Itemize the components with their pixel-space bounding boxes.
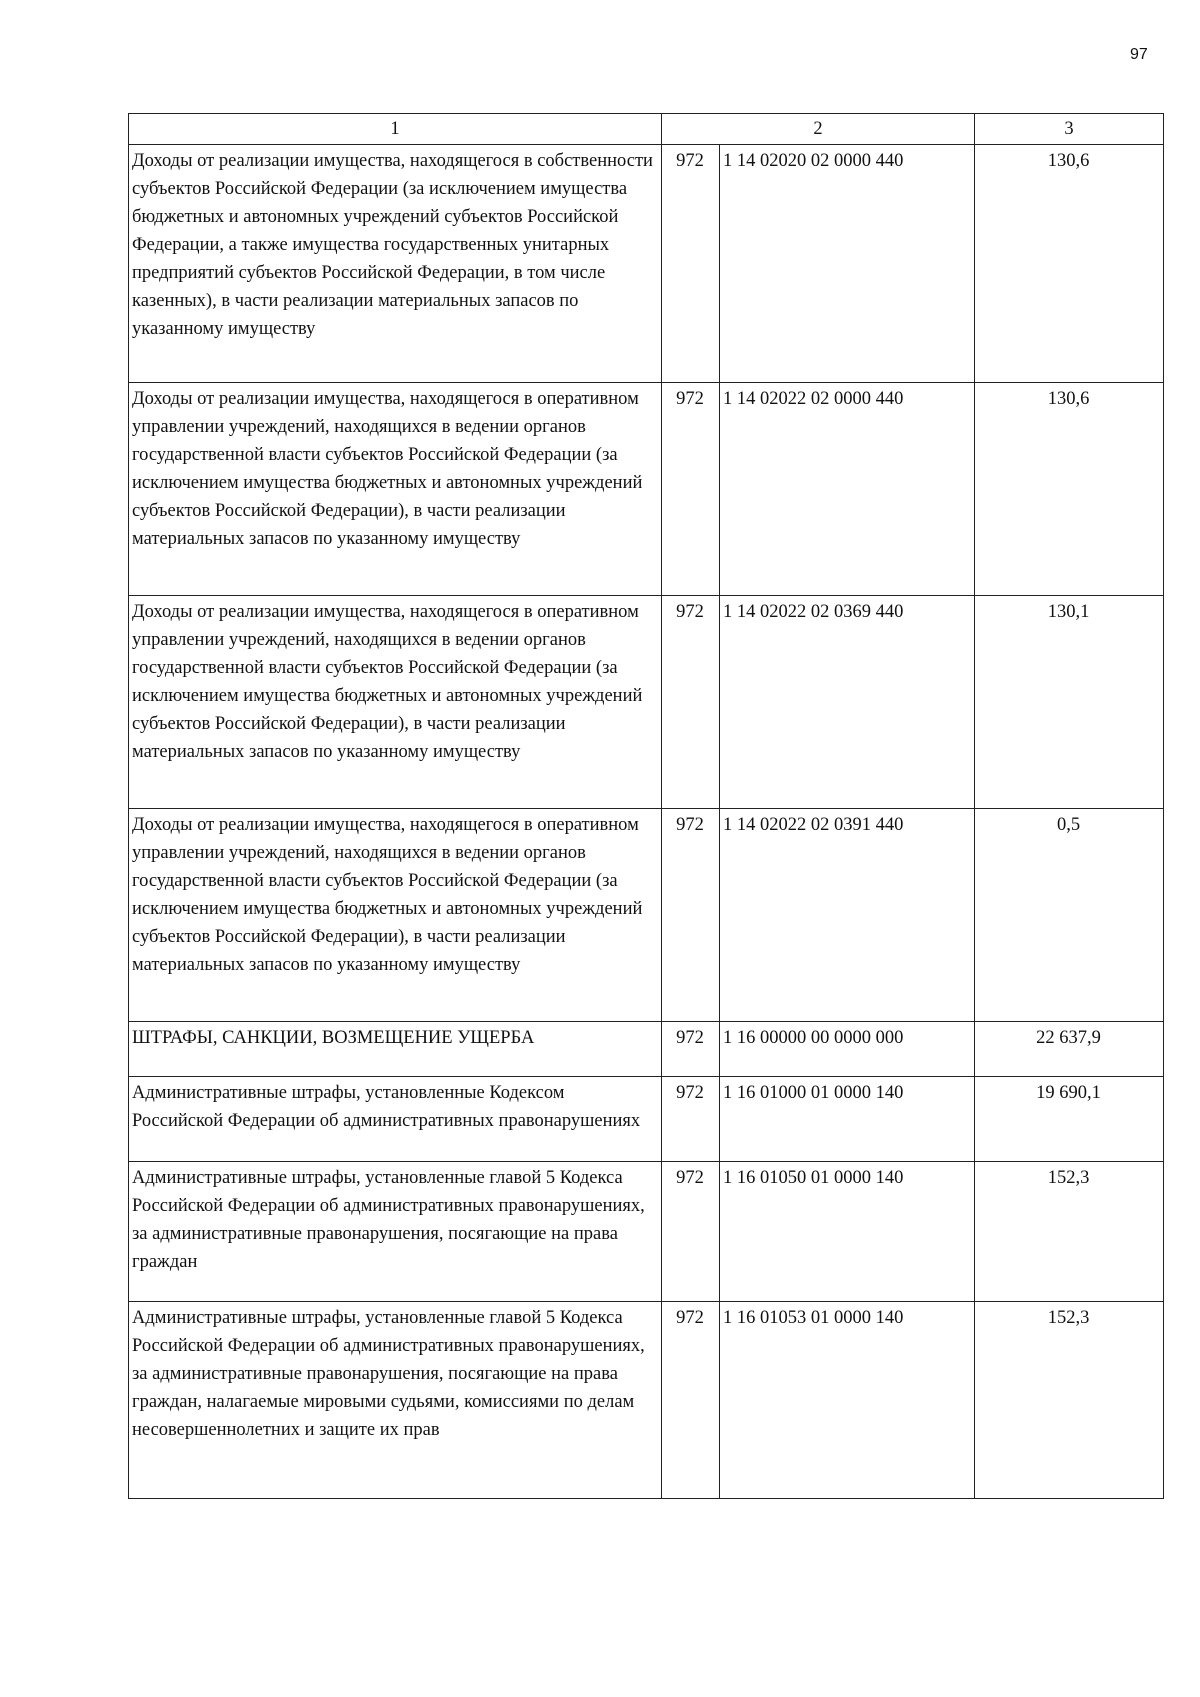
row-amount: 19 690,1 [975, 1077, 1164, 1162]
row-admin-code: 972 [662, 1302, 720, 1499]
row-amount: 152,3 [975, 1302, 1164, 1499]
table-row [129, 1077, 1164, 1162]
column-header-1: 1 [129, 114, 662, 145]
row-budget-code: 1 16 01050 01 0000 140 [720, 1162, 975, 1302]
row-admin-code: 972 [662, 596, 720, 809]
row-budget-code: 1 14 02022 02 0000 440 [720, 383, 975, 596]
row-amount: 22 637,9 [975, 1022, 1164, 1077]
table-row [129, 596, 1164, 809]
row-budget-code: 1 16 00000 00 0000 000 [720, 1022, 975, 1077]
row-description: ШТРАФЫ, САНКЦИИ, ВОЗМЕЩЕНИЕ УЩЕРБА [129, 1022, 662, 1077]
row-budget-code: 1 16 01000 01 0000 140 [720, 1077, 975, 1162]
table-row [129, 145, 1164, 383]
row-amount: 152,3 [975, 1162, 1164, 1302]
row-description: Административные штрафы, установленные главой 5 Кодекса Российской Федерации об административных правонарушениях, за административные правонарушения, посягающие на права граждан [129, 1162, 662, 1302]
row-description: Доходы от реализации имущества, находящегося в оперативном управлении учреждений, находящихся в ведении органов государственной власти субъектов Российской Федерации (за исключением имущества бюджетных и автономных учреждений субъектов Российской Федерации), в части реализации материальных запасов по указанному имуществу [129, 596, 662, 809]
row-amount: 130,1 [975, 596, 1164, 809]
row-budget-code: 1 16 01053 01 0000 140 [720, 1302, 975, 1499]
row-description: Административные штрафы, установленные главой 5 Кодекса Российской Федерации об административных правонарушениях, за административные правонарушения, посягающие на права граждан, налагаемые мировыми судьями, комиссиями по делам несовершеннолетних и защите их прав [129, 1302, 662, 1499]
row-amount: 130,6 [975, 145, 1164, 383]
table-row [129, 1022, 1164, 1077]
row-admin-code: 972 [662, 1022, 720, 1077]
table-header-row [129, 114, 1164, 145]
row-admin-code: 972 [662, 1162, 720, 1302]
row-admin-code: 972 [662, 809, 720, 1022]
revenue-table [128, 113, 1164, 1499]
page-number: 97 [1130, 46, 1148, 63]
row-admin-code: 972 [662, 145, 720, 383]
row-budget-code: 1 14 02020 02 0000 440 [720, 145, 975, 383]
row-description: Доходы от реализации имущества, находящегося в оперативном управлении учреждений, находящихся в ведении органов государственной власти субъектов Российской Федерации (за исключением имущества бюджетных и автономных учреждений субъектов Российской Федерации), в части реализации материальных запасов по указанному имуществу [129, 809, 662, 1022]
row-description: Административные штрафы, установленные Кодексом Российской Федерации об административных правонарушениях [129, 1077, 662, 1162]
row-admin-code: 972 [662, 1077, 720, 1162]
table-row [129, 1302, 1164, 1499]
column-header-2: 2 [662, 114, 975, 145]
row-amount: 0,5 [975, 809, 1164, 1022]
row-admin-code: 972 [662, 383, 720, 596]
table-row [129, 809, 1164, 1022]
row-description: Доходы от реализации имущества, находящегося в собственности субъектов Российской Федерации (за исключением имущества бюджетных и автономных учреждений субъектов Российской Федерации, а также имущества государственных унитарных предприятий субъектов Российской Федерации, в том числе казенных), в части реализации материальных запасов по указанному имуществу [129, 145, 662, 383]
row-budget-code: 1 14 02022 02 0369 440 [720, 596, 975, 809]
row-budget-code: 1 14 02022 02 0391 440 [720, 809, 975, 1022]
table-row [129, 1162, 1164, 1302]
column-header-3: 3 [975, 114, 1164, 145]
row-description: Доходы от реализации имущества, находящегося в оперативном управлении учреждений, находящихся в ведении органов государственной власти субъектов Российской Федерации (за исключением имущества бюджетных и автономных учреждений субъектов Российской Федерации), в части реализации материальных запасов по указанному имуществу [129, 383, 662, 596]
row-amount: 130,6 [975, 383, 1164, 596]
table-row [129, 383, 1164, 596]
